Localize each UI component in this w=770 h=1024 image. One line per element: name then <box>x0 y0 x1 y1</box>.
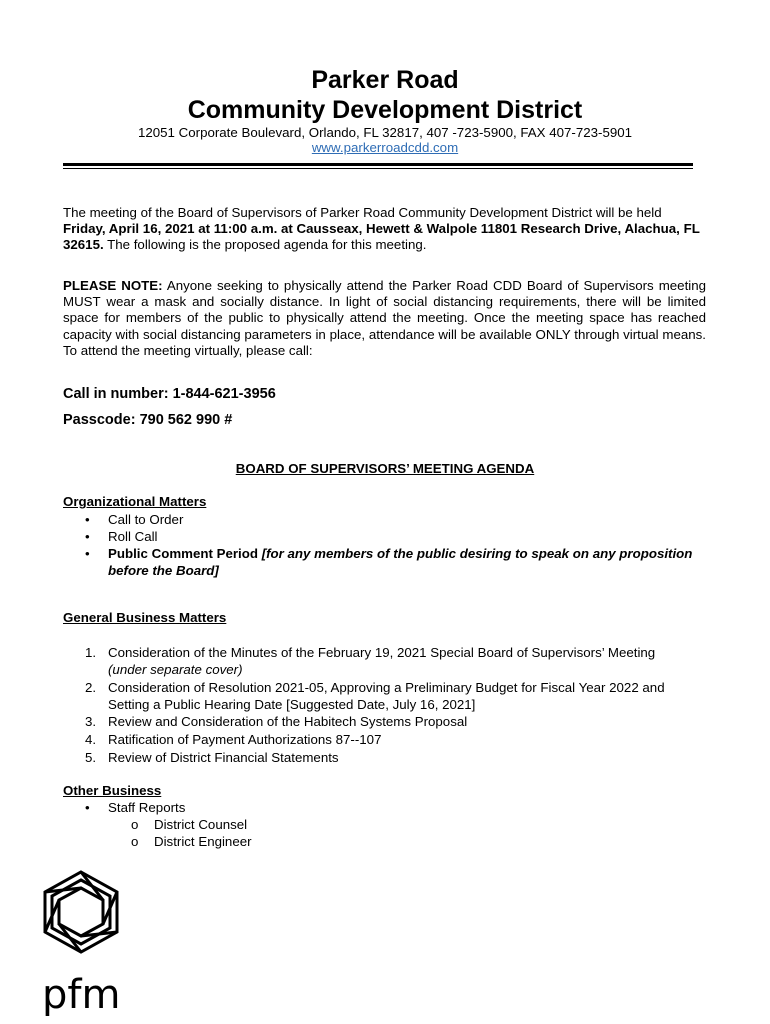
website-container <box>0 140 770 155</box>
passcode: Passcode: 790 562 990 # <box>63 412 233 428</box>
public-comment-note: [for any members of the public desiring to speak on any proposition before the Board] <box>108 546 693 578</box>
public-comment-item <box>108 546 698 579</box>
website-link[interactable]: www.parkerroadcdd.com <box>311 140 459 155</box>
district-title-line1: Parker Road <box>311 66 459 94</box>
other-business-heading: Other Business <box>63 783 162 798</box>
list-item-text: Staff Reports <box>108 800 186 815</box>
circle-bullet-icon: o <box>131 834 139 849</box>
item-number: 4. <box>85 732 97 747</box>
item-number: 3. <box>85 714 97 729</box>
call-in-number: Call in number: 1-844-621-3956 <box>63 386 276 402</box>
district-title-line2: Community Development District <box>187 96 583 124</box>
list-item-text: Ratification of Payment Authorizations 87--107 <box>108 732 382 747</box>
list-item-note: (under separate cover) <box>108 661 243 677</box>
intro-tail: The following is the proposed agenda for this meeting. <box>103 237 427 253</box>
sub-list-item-text: District Engineer <box>154 834 252 849</box>
agenda-title: BOARD OF SUPERVISORS’ MEETING AGENDA <box>235 461 535 476</box>
general-business-heading: General Business Matters <box>63 610 227 625</box>
public-comment-label: Public Comment Period <box>108 546 262 561</box>
sub-list-item-text: District Counsel <box>154 817 248 832</box>
pfm-logo-text: pfm <box>42 972 121 1016</box>
bullet-icon: • <box>85 512 90 527</box>
bullet-icon: • <box>85 546 90 561</box>
intro-meeting-details: Friday, April 16, 2021 at 11:00 a.m. at Causseax, Hewett & Walpole 11801 Research Drive, Alachua, FL 32615. <box>63 221 700 253</box>
item-number: 2. <box>85 680 97 695</box>
list-item-text: Roll Call <box>108 529 158 544</box>
bullet-icon: • <box>85 529 90 544</box>
intro-paragraph <box>63 205 706 254</box>
intro-lead: The meeting of the Board of Supervisors of Parker Road Community Development District will be held <box>63 205 662 220</box>
please-note-label: PLEASE NOTE: <box>63 278 163 293</box>
header-divider-thin <box>63 168 693 169</box>
item-number: 5. <box>85 750 97 765</box>
item-number: 1. <box>85 645 97 660</box>
bullet-icon: • <box>85 800 90 815</box>
list-item-text: Review of District Financial Statements <box>108 750 339 765</box>
header-divider-thick <box>63 163 693 166</box>
pfm-logo-graphic <box>34 866 129 1016</box>
please-note-text: Anyone seeking to physically attend the Parker Road CDD Board of Supervisors meeting MUST wear a mask and socially distance. In light of social distancing requirements, there will be limited space for members of the public to physically attend the meeting. Once the meeting space has reached capacity with social distancing parameters in place, attendance will be available ONLY through virtual means. To attend the meeting virtually, please call: <box>63 278 707 358</box>
list-item-text: Consideration of the Minutes of the February 19, 2021 Special Board of Supervisors’ Meeting <box>108 645 656 660</box>
please-note-paragraph <box>63 278 706 359</box>
district-address: 12051 Corporate Boulevard, Orlando, FL 32817, 407 -723-5900, FAX 407-723-5901 <box>137 125 633 140</box>
organizational-heading: Organizational Matters <box>63 494 207 509</box>
list-item-text: Call to Order <box>108 512 184 527</box>
list-item-text: Review and Consideration of the Habitech Systems Proposal <box>108 714 468 729</box>
pfm-logo <box>34 866 129 1016</box>
list-item-text: Consideration of Resolution 2021-05, Approving a Preliminary Budget for Fiscal Year 2022 and Setting a Public Hearing Date [Suggested Date, July 16, 2021] <box>108 680 665 712</box>
circle-bullet-icon: o <box>131 817 139 832</box>
